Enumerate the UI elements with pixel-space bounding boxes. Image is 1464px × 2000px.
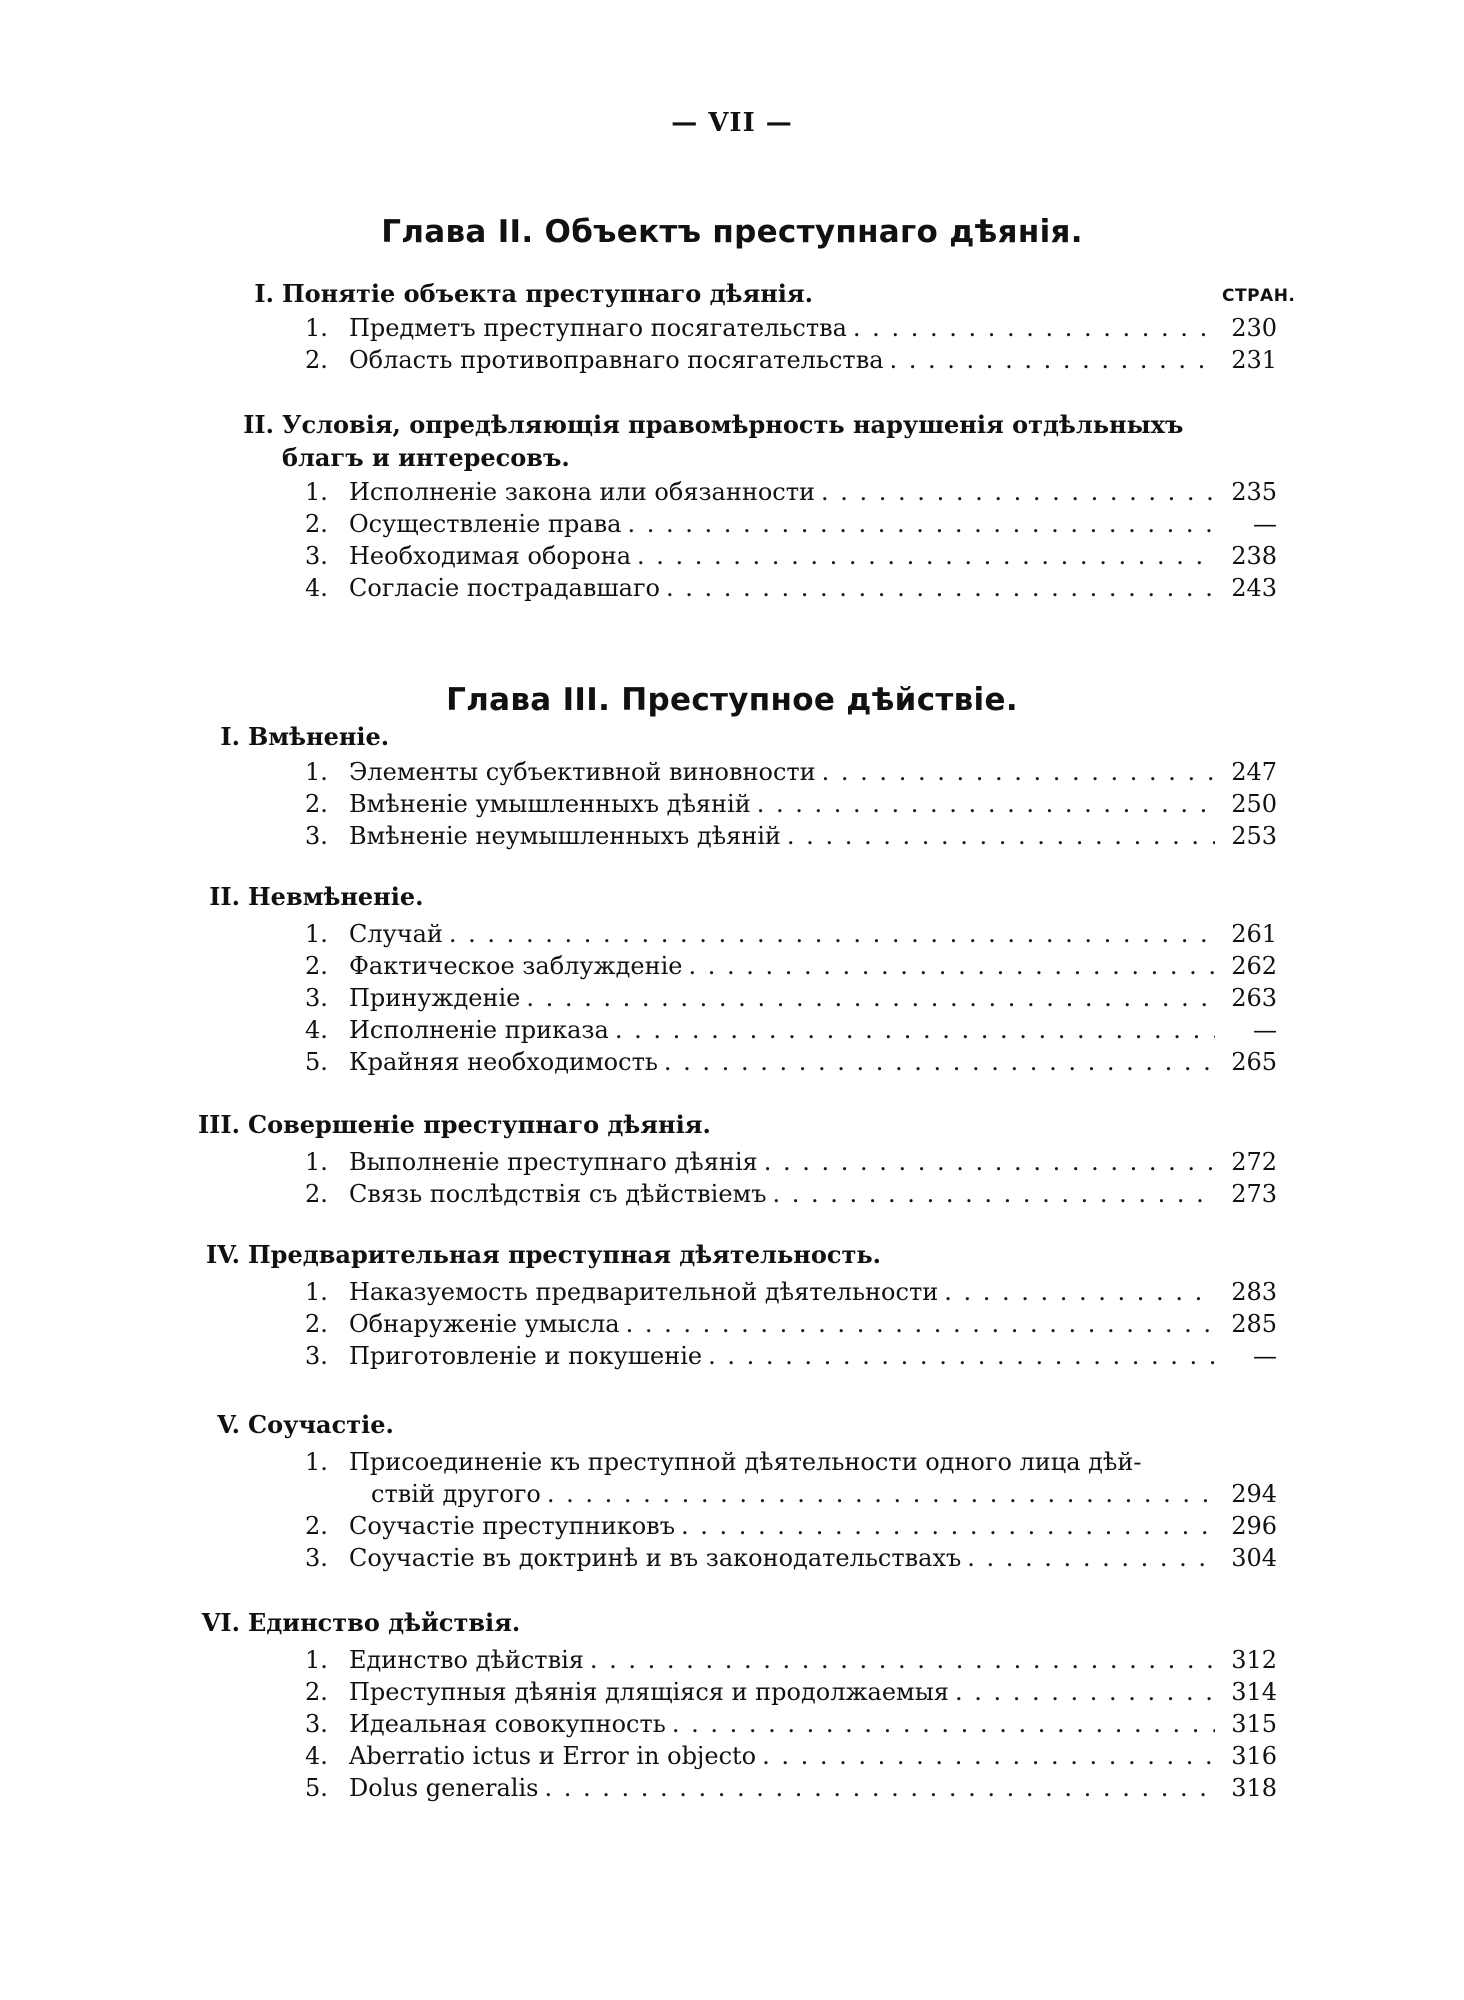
entry-number: 1.	[305, 1448, 328, 1476]
toc-entry	[305, 1708, 1277, 1740]
entry-text: Aberratio ictus и Error in objecto	[349, 1742, 757, 1770]
leader-dots	[944, 1276, 1215, 1308]
entry-number: 3.	[305, 822, 328, 850]
section-title-text: Соучастіе.	[248, 1410, 394, 1439]
toc-entry	[305, 918, 1277, 950]
leader-dots	[544, 1772, 1215, 1804]
entry-number: 1.	[305, 1148, 328, 1176]
entry-number: 2.	[305, 510, 328, 538]
toc-entry	[305, 1046, 1277, 1078]
entry-text: Случай	[349, 920, 443, 948]
section-title-text: Невмѣненіе.	[248, 882, 424, 911]
entry-page: 318	[1231, 1774, 1277, 1802]
entry-text: Фактическое заблужденіе	[349, 952, 683, 980]
toc-entry	[305, 982, 1277, 1014]
entry-number: 1.	[305, 1646, 328, 1674]
leader-dots	[626, 1308, 1215, 1340]
entry-number: 2.	[305, 1310, 328, 1338]
entry-page: 316	[1231, 1742, 1277, 1770]
toc-entry	[305, 1340, 1277, 1372]
section-title-text: Условія, опредѣляющія правомѣрность нарушенія отдѣльныхъ	[282, 410, 1184, 439]
toc-entry	[305, 1542, 1277, 1574]
entry-page: —	[1253, 1342, 1277, 1370]
section-title-text: Предварительная преступная дѣятельность.	[248, 1240, 881, 1269]
entry-text: Связь послѣдствія съ дѣйствіемъ	[349, 1180, 767, 1208]
entry-page: 243	[1231, 574, 1277, 602]
section-title	[196, 882, 424, 911]
leader-dots	[449, 918, 1215, 950]
leader-dots	[708, 1340, 1215, 1372]
entry-text: Предметъ преступнаго посягательства	[349, 314, 847, 342]
toc-entry	[305, 1676, 1277, 1708]
leader-dots	[967, 1542, 1215, 1574]
entry-number: 4.	[305, 574, 328, 602]
entry-number: 3.	[305, 1544, 328, 1572]
leader-dots	[762, 1740, 1215, 1772]
entry-text: Осуществленіе права	[349, 510, 622, 538]
entry-text: Вмѣненіе умышленныхъ дѣяній	[349, 790, 751, 818]
entry-text: Dolus generalis	[349, 1774, 539, 1802]
entry-number: 1.	[305, 758, 328, 786]
entry-text: Принужденіе	[349, 984, 521, 1012]
page-number: — VII —	[671, 108, 793, 138]
toc-entry	[305, 476, 1277, 508]
section-roman: II.	[209, 882, 240, 911]
entry-page: 296	[1231, 1512, 1277, 1540]
leader-dots	[688, 950, 1215, 982]
leader-dots	[672, 1708, 1215, 1740]
leader-dots	[547, 1478, 1215, 1510]
entry-text: Соучастіе въ доктринѣ и въ законодательствахъ	[349, 1544, 962, 1572]
entry-number: 2.	[305, 952, 328, 980]
section-roman: III.	[197, 1110, 240, 1139]
entry-text: Вмѣненіе неумышленныхъ дѣяній	[349, 822, 781, 850]
entry-page: 253	[1231, 822, 1277, 850]
toc-entry	[305, 1276, 1277, 1308]
toc-entry	[305, 950, 1277, 982]
entry-page: 235	[1231, 478, 1277, 506]
entry-page: 230	[1231, 314, 1277, 342]
entry-number: 5.	[305, 1774, 328, 1802]
entry-page: 315	[1231, 1710, 1277, 1738]
leader-dots	[955, 1676, 1215, 1708]
entry-text: Наказуемость предварительной дѣятельности	[349, 1278, 939, 1306]
leader-dots	[627, 508, 1215, 540]
entry-page: 285	[1231, 1310, 1277, 1338]
entry-page: 294	[1231, 1480, 1277, 1508]
section-title-text: Единство дѣйствія.	[248, 1608, 521, 1637]
entry-number: 5.	[305, 1048, 328, 1076]
toc-entry	[305, 540, 1277, 572]
toc-entry	[305, 508, 1277, 540]
entry-number: 3.	[305, 542, 328, 570]
entry-page: 312	[1231, 1646, 1277, 1674]
leader-dots	[853, 312, 1215, 344]
section-roman: V.	[217, 1410, 240, 1439]
section-title	[196, 722, 389, 751]
chapter-3-title: Глава III. Преступное дѣйствіе.	[446, 682, 1018, 718]
toc-entry	[305, 1644, 1277, 1676]
entry-number: 2.	[305, 346, 328, 374]
leader-dots	[773, 1178, 1216, 1210]
entry-text-continuation: ствій другого	[371, 1480, 541, 1508]
entry-number: 2.	[305, 790, 328, 818]
leader-dots	[615, 1014, 1215, 1046]
entry-text: Выполненіе преступнаго дѣянія	[349, 1148, 758, 1176]
entry-page: 273	[1231, 1180, 1277, 1208]
chapter-2-title: Глава II. Объектъ преступнаго дѣянія.	[381, 214, 1083, 250]
entry-number: 4.	[305, 1742, 328, 1770]
entry-text: Соучастіе преступниковъ	[349, 1512, 675, 1540]
toc-entry	[305, 344, 1277, 376]
entry-page: 238	[1231, 542, 1277, 570]
entry-text: Единство дѣйствія	[349, 1646, 584, 1674]
entry-page: 283	[1231, 1278, 1277, 1306]
section-title-text: Совершеніе преступнаго дѣянія.	[248, 1110, 711, 1139]
entry-page: 231	[1231, 346, 1277, 374]
page-column-label: СТРАН.	[1222, 286, 1296, 306]
entry-number: 3.	[305, 984, 328, 1012]
leader-dots	[787, 820, 1215, 852]
toc-entry	[305, 572, 1277, 604]
entry-page: —	[1253, 510, 1277, 538]
leader-dots	[590, 1644, 1215, 1676]
entry-text: Идеальная совокупность	[349, 1710, 666, 1738]
entry-text: Обнаруженіе умысла	[349, 1310, 620, 1338]
entry-text: Согласіе пострадавшаго	[349, 574, 660, 602]
section-title	[196, 1240, 881, 1269]
entry-text: Преступныя дѣянія длящіяся и продолжаемыя	[349, 1678, 949, 1706]
toc-entry	[305, 312, 1277, 344]
toc-entry	[305, 1510, 1277, 1542]
entry-indent	[305, 1478, 371, 1510]
entry-number: 3.	[305, 1342, 328, 1370]
entry-number: 2.	[305, 1512, 328, 1540]
leader-dots	[526, 982, 1215, 1014]
leader-dots	[666, 572, 1215, 604]
entry-page: 247	[1231, 758, 1277, 786]
entry-page: 304	[1231, 1544, 1277, 1572]
toc-entry	[305, 1178, 1277, 1210]
section-roman: II.	[243, 410, 274, 439]
entry-page: 314	[1231, 1678, 1277, 1706]
leader-dots	[890, 344, 1215, 376]
entry-page: 263	[1231, 984, 1277, 1012]
leader-dots	[822, 756, 1215, 788]
entry-page: 250	[1231, 790, 1277, 818]
entry-number: 3.	[305, 1710, 328, 1738]
toc-entry	[305, 1740, 1277, 1772]
leader-dots	[664, 1046, 1215, 1078]
entry-page: 261	[1231, 920, 1277, 948]
entry-number: 1.	[305, 920, 328, 948]
leader-dots	[637, 540, 1215, 572]
entry-number: 4.	[305, 1016, 328, 1044]
entry-number: 1.	[305, 314, 328, 342]
section-roman: VI.	[201, 1608, 240, 1637]
toc-entry	[305, 1146, 1277, 1178]
section-roman: I.	[254, 279, 274, 308]
entry-number: 2.	[305, 1180, 328, 1208]
toc-entry	[305, 1478, 1277, 1510]
entry-number: 2.	[305, 1678, 328, 1706]
section-title	[230, 279, 813, 308]
entry-page: 272	[1231, 1148, 1277, 1176]
section-title	[196, 1110, 711, 1139]
entry-text: Область противоправнаго посягательства	[349, 346, 884, 374]
entry-page: 262	[1231, 952, 1277, 980]
toc-entry	[305, 820, 1277, 852]
section-title-text: Понятіе объекта преступнаго дѣянія.	[282, 279, 813, 308]
entry-page: —	[1253, 1016, 1277, 1044]
section-roman: I.	[220, 722, 240, 751]
toc-entry	[305, 1014, 1277, 1046]
entry-text: Элементы субъективной виновности	[349, 758, 816, 786]
toc-entry	[305, 1308, 1277, 1340]
section-title-continuation: благъ и интересовъ.	[282, 443, 570, 472]
entry-text: Исполненіе приказа	[349, 1016, 609, 1044]
toc-entry	[305, 756, 1277, 788]
entry-text: Исполненіе закона или обязанности	[349, 478, 816, 506]
section-roman: IV.	[205, 1240, 240, 1269]
entry-text: Присоединеніе къ преступной дѣятельности одного лица дѣй-	[349, 1448, 1142, 1476]
entry-number: 1.	[305, 1278, 328, 1306]
leader-dots	[681, 1510, 1215, 1542]
entry-text: Крайняя необходимость	[349, 1048, 658, 1076]
leader-dots	[757, 788, 1215, 820]
section-title	[196, 1410, 394, 1439]
entry-page: 265	[1231, 1048, 1277, 1076]
section-title	[196, 1608, 520, 1637]
leader-dots	[764, 1146, 1215, 1178]
toc-entry	[305, 1772, 1277, 1804]
section-title-text: Вмѣненіе.	[248, 722, 390, 751]
toc-entry	[305, 788, 1277, 820]
leader-dots	[821, 476, 1215, 508]
entry-number: 1.	[305, 478, 328, 506]
entry-text: Приготовленіе и покушеніе	[349, 1342, 703, 1370]
section-title	[230, 410, 1183, 439]
entry-text: Необходимая оборона	[349, 542, 631, 570]
toc-entry-first-line	[305, 1446, 1142, 1478]
